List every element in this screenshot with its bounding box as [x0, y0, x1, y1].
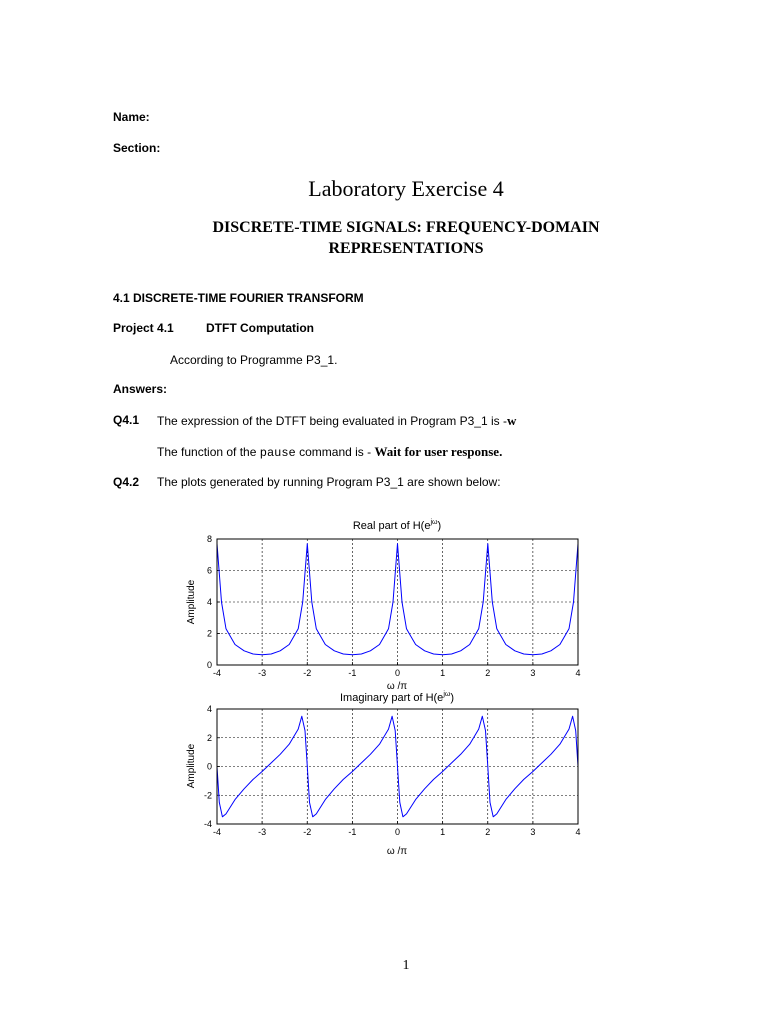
section-label: Section:	[113, 141, 161, 155]
x-tick-label: 0	[394, 668, 401, 678]
q41-line	[157, 413, 516, 429]
q42-label: Q4.2	[113, 475, 140, 489]
imaginary-part-chart	[170, 684, 600, 864]
y-tick-label: 0	[206, 761, 212, 772]
q42-text: The plots generated by running Program P3_1 are shown below:	[157, 475, 501, 489]
y-tick-label: 4	[206, 704, 212, 714]
name-label: Name:	[113, 110, 150, 124]
page-title: Laboratory Exercise 4	[308, 176, 504, 201]
real-part-chart	[170, 512, 600, 692]
q41-text: The expression of the DTFT being evaluated in Program P3_1 is -	[157, 414, 507, 428]
pause-answer: Wait for user response.	[374, 444, 503, 459]
x-tick-label: 3	[530, 827, 536, 837]
x-tick-label: 3	[530, 668, 536, 678]
q41-label: Q4.1	[113, 413, 140, 427]
x-tick-label: 1	[440, 668, 446, 678]
pause-suffix: command is -	[299, 445, 372, 459]
x-tick-label: 2	[485, 827, 491, 837]
y-tick-label: 2	[206, 732, 212, 743]
y-tick-label: 0	[206, 660, 212, 670]
y-tick-label: -2	[203, 790, 212, 801]
x-tick-label: 2	[485, 668, 491, 678]
y-tick-label: 8	[206, 534, 212, 544]
chart-title: Real part of $H(e^{j\omega})$	[352, 519, 442, 532]
subtitle-line-1: DISCRETE-TIME SIGNALS: FREQUENCY-DOMAIN	[212, 219, 600, 236]
grid-lines	[217, 539, 578, 665]
pause-prefix: The function of the	[157, 445, 257, 459]
x-tick-label: -2	[303, 668, 312, 678]
project-label: Project 4.1	[113, 321, 174, 335]
y-axis-label: Amplitude	[186, 743, 197, 789]
x-tick-label: -4	[212, 668, 222, 678]
x-tick-label: 4	[575, 668, 581, 678]
x-tick-label: 4	[575, 827, 581, 837]
tick-labels	[204, 704, 581, 837]
according-text: According to Programme P3_1.	[170, 353, 338, 367]
x-tick-label: 1	[440, 827, 446, 837]
x-tick-label: -1	[348, 668, 357, 678]
x-axis-label: ω /π	[386, 681, 408, 692]
x-tick-label: -1	[348, 827, 357, 837]
x-tick-label: 0	[394, 827, 401, 837]
tick-labels	[207, 534, 581, 678]
q41-answer: w	[506, 413, 517, 428]
x-axis-label: ω /π	[386, 846, 408, 857]
pause-code: pause	[259, 446, 296, 460]
y-tick-label: 2	[206, 628, 212, 639]
y-axis-label: Amplitude	[186, 579, 197, 625]
subtitle-line-2: REPRESENTATIONS	[328, 240, 484, 257]
y-tick-label: -4	[203, 819, 212, 829]
x-tick-label: -2	[303, 827, 312, 837]
x-tick-label: -3	[258, 668, 267, 678]
project-title: DTFT Computation	[206, 321, 314, 335]
pause-line	[157, 444, 502, 460]
y-tick-label: 4	[206, 597, 212, 607]
page-number: 1	[402, 958, 410, 973]
x-tick-label: -3	[258, 827, 267, 837]
section-heading: 4.1 DISCRETE-TIME FOURIER TRANSFORM	[113, 291, 364, 305]
y-tick-label: 6	[206, 565, 212, 576]
chart-title: Imaginary part of $H(e^{j\omega})$	[339, 691, 455, 704]
answers-label: Answers:	[113, 382, 168, 396]
x-tick-label: -4	[212, 827, 222, 837]
